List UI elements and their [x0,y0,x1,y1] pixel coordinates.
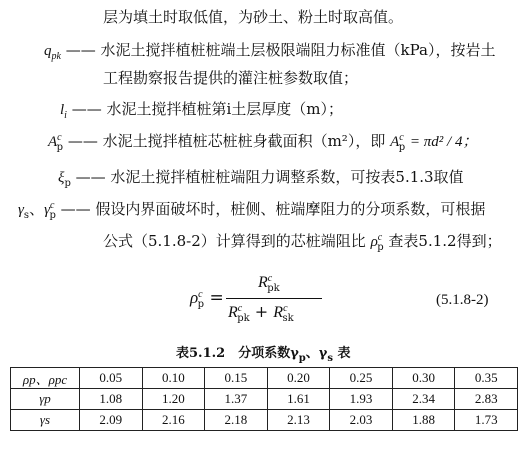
formula-number: (5.1.8-2) [436,292,489,308]
den-sup1: c [237,303,243,314]
caption-end: 表 [333,346,351,361]
gamma-p-superscript: c [50,200,55,211]
xi-definition [58,167,464,190]
table-cell: 2.18 [205,410,268,431]
table-cell: 0.15 [205,368,268,389]
qpk-text-1: —— 水泥土搅拌植桩桩端土层极限端阻力标准值（kPa），按岩土 [65,41,496,59]
ap-text: —— 水泥土搅拌植桩芯桩桩身截面积（m²），即 [67,132,386,150]
caption-sub-s: s [327,353,334,364]
num-sub: pk [267,283,280,294]
table-cell: 1.73 [455,410,518,431]
rho-symbol: ρ [370,234,378,250]
caption-mid: 、γ [305,346,328,361]
table-cell: 1.08 [80,389,143,410]
table-row [11,389,518,410]
table-cell: 2.13 [267,410,330,431]
table-cell: 0.05 [80,368,143,389]
qpk-symbol: q [44,43,52,59]
table-cell: 2.09 [80,410,143,431]
li-symbol: l [60,102,65,118]
table-cell: 2.03 [330,410,393,431]
table-cell: 0.30 [392,368,455,389]
row-label: ρp、ρpc [11,368,80,389]
table-cell: 0.20 [267,368,330,389]
ap-formula: = πd² / 4； [409,134,478,150]
gamma-p-subscript: p [49,210,56,221]
num-R: R [258,274,268,291]
row-label: γs [11,410,80,431]
gamma-p-symbol: γ [44,202,50,218]
den-sub2: sk [282,313,294,324]
formula-rho: ρ [190,288,199,307]
gamma-s-subscript: s [23,210,30,221]
ap-symbol-2: A [390,134,400,150]
row-label: γp [11,389,80,410]
ap-definition [48,131,477,154]
num-sup: c [267,273,273,284]
dun-separator: 、 [29,200,45,218]
den-sub1: pk [237,313,250,324]
li-text: —— 水泥土搅拌植桩第i土层厚度（m）； [71,100,344,118]
table-cell: 1.61 [267,389,330,410]
table-cell: 2.34 [392,389,455,410]
qpk-text-2: 工程勘察报告提供的灌注桩参数取值； [103,69,359,87]
ap-subscript: p [56,142,64,153]
table-cell: 1.37 [205,389,268,410]
ap-symbol: A [48,134,58,150]
li-subscript: i [64,110,67,121]
den-plus: + [254,302,269,321]
fraction-bar [226,298,322,299]
formula-lhs [190,288,224,311]
caption-sub-p: p [298,353,306,364]
den-R2: R [273,304,284,321]
gamma-text-2a: 公式（5.1.8-2）计算得到的芯桩端阻比 [103,232,366,250]
qpk-definition [44,40,495,63]
qpk-subscript: pk [51,51,61,62]
caption-main: 表5.1.2 分项系数γ [176,346,299,361]
gamma-text-2b: 查表5.1.2得到； [388,232,502,250]
gamma-s-symbol: γ [18,202,24,218]
gamma-text-1: —— 假设内界面破坏时，桩侧、桩端摩阻力的分项系数，可根据 [60,200,486,218]
ap-subscript-2: p [398,142,406,153]
coefficient-table [10,367,518,431]
formula-rho-sub: p [197,299,205,310]
formula-denominator [228,302,294,325]
gamma-line-2 [103,231,502,254]
den-sup2: c [283,303,288,314]
text-line-0: 层为填土时取低值，为砂土、粉土时取高值。 [103,8,404,26]
table-cell: 0.10 [142,368,205,389]
xi-symbol: ξ [58,170,65,186]
ap-superscript: c [57,132,62,143]
table-caption [176,344,351,365]
table-cell: 2.83 [455,389,518,410]
table-cell: 1.20 [142,389,205,410]
table-cell: 0.25 [330,368,393,389]
table-row [11,368,518,389]
ap-superscript-2: c [399,132,404,143]
gamma-definition [18,199,485,222]
table-cell: 1.88 [392,410,455,431]
table-cell: 0.35 [455,368,518,389]
den-R1: R [228,304,238,321]
table-cell: 1.93 [330,389,393,410]
li-definition [60,99,343,122]
formula-numerator [258,272,280,295]
formula-rho-sup: c [198,289,203,300]
table-row [11,410,518,431]
xi-text: —— 水泥土搅拌植桩桩端阻力调整系数，可按表5.1.3取值 [75,168,464,186]
table-cell: 2.16 [142,410,205,431]
rho-superscript: c [377,232,383,243]
rho-subscript: p [377,242,384,253]
formula-equals: = [209,288,224,308]
xi-subscript: p [64,178,71,189]
